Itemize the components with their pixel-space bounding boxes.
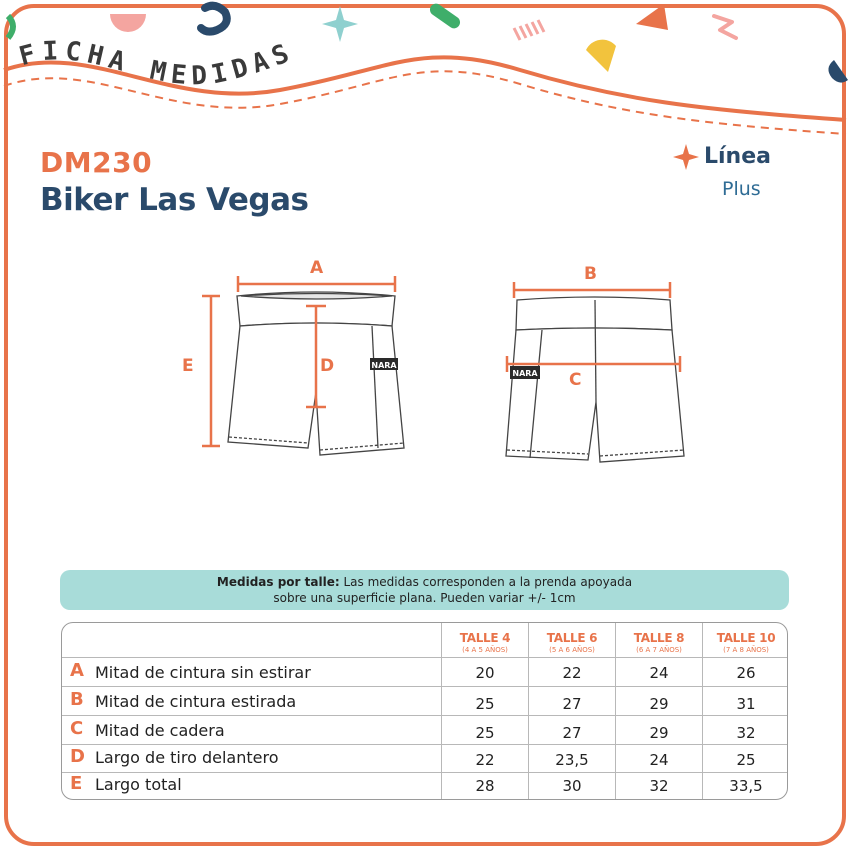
table-cell	[528, 716, 615, 744]
table-row	[62, 773, 787, 800]
table-cell	[702, 687, 788, 715]
size-title: TALLE 10	[716, 631, 776, 645]
table-row	[62, 716, 787, 745]
size-sub: (6 A 7 AÑOS)	[636, 646, 682, 654]
row-letter: A	[70, 660, 84, 681]
cell-value: 25	[475, 724, 495, 742]
size-sub: (7 A 8 AÑOS)	[723, 646, 769, 654]
table-cell	[615, 773, 702, 800]
cell-value: 22	[562, 664, 582, 682]
confetti-zigzag	[714, 16, 736, 38]
product-name: Biker Las Vegas	[40, 182, 309, 218]
row-label: Largo total	[95, 775, 182, 794]
wave-line-dashed	[4, 71, 846, 134]
confetti-semicircle	[110, 14, 146, 32]
garment-drawings	[0, 250, 850, 480]
dim-label-c: C	[569, 370, 582, 390]
table-cell	[615, 687, 702, 715]
cell-value: 26	[736, 664, 756, 682]
back-view	[506, 297, 684, 462]
table-cell	[441, 687, 528, 715]
table-header-cell	[528, 623, 615, 657]
table-cell	[528, 687, 615, 715]
size-title: TALLE 6	[546, 631, 598, 645]
row-label: Mitad de cadera	[95, 721, 225, 740]
wave-line-solid	[4, 57, 846, 120]
dim-line-b	[514, 282, 670, 298]
row-letter: D	[70, 746, 85, 767]
size-table	[61, 622, 788, 800]
cell-value: 32	[736, 724, 756, 742]
dim-line-e	[202, 296, 220, 446]
cell-value: 29	[649, 695, 669, 713]
table-cell	[615, 658, 702, 686]
table-header-cell	[615, 623, 702, 657]
confetti-swirl	[201, 6, 227, 32]
front-tag-label: NARA	[371, 361, 397, 370]
cell-value: 29	[649, 724, 669, 742]
dim-label-a: A	[310, 258, 324, 278]
cell-value: 25	[736, 751, 756, 769]
table-row	[62, 658, 787, 687]
table-cell	[528, 745, 615, 772]
size-title: TALLE 4	[459, 631, 511, 645]
row-label-cell	[62, 773, 441, 800]
table-row	[62, 745, 787, 773]
product-line	[672, 142, 792, 212]
cell-value: 30	[562, 777, 582, 795]
confetti-half-circle-yellow	[586, 40, 616, 72]
size-sub: (5 A 6 AÑOS)	[549, 646, 595, 654]
line-label: Línea	[704, 144, 771, 169]
note-text-1: Las medidas corresponden a la prenda apoyada	[343, 575, 633, 589]
table-header-row	[62, 623, 787, 658]
back-tag-label: NARA	[512, 369, 538, 378]
table-header-cell	[441, 623, 528, 657]
cell-value: 20	[475, 664, 495, 682]
table-cell	[528, 773, 615, 800]
row-label-cell	[62, 745, 441, 772]
back-waistband	[516, 297, 672, 330]
cell-value: 27	[562, 724, 582, 742]
cell-value: 23,5	[555, 751, 589, 769]
table-cell	[615, 716, 702, 744]
measurement-note	[60, 570, 789, 610]
row-label: Mitad de cintura estirada	[95, 692, 297, 711]
cell-value: 27	[562, 695, 582, 713]
confetti-dashes	[514, 20, 544, 40]
cell-value: 33,5	[729, 777, 763, 795]
product-code: DM230	[40, 146, 153, 179]
confetti-sparkle	[322, 6, 358, 42]
size-title: TALLE 8	[633, 631, 685, 645]
row-letter: B	[70, 689, 84, 710]
confetti-pill	[428, 1, 463, 30]
table-cell	[441, 658, 528, 686]
row-letter: E	[70, 773, 83, 794]
page-title: FICHA MEDIDAS	[16, 35, 299, 92]
table-cell	[441, 745, 528, 772]
size-sub: (4 A 5 AÑOS)	[462, 646, 508, 654]
row-label: Mitad de cintura sin estirar	[95, 663, 311, 682]
confetti-triangle	[636, 4, 668, 30]
cell-value: 31	[736, 695, 756, 713]
confetti-corner-green	[8, 16, 13, 38]
row-label-cell	[62, 716, 441, 744]
note-bold: Medidas por talle:	[216, 575, 340, 589]
table-cell	[702, 716, 788, 744]
table-cell	[441, 716, 528, 744]
cell-value: 28	[475, 777, 495, 795]
star-icon	[672, 142, 700, 172]
table-row	[62, 687, 787, 716]
cell-value: 25	[475, 695, 495, 713]
confetti-blob	[828, 60, 848, 83]
table-cell	[702, 745, 788, 772]
cell-value: 24	[649, 751, 669, 769]
dim-line-a	[238, 276, 395, 292]
note-text-2: sobre una superficie plana. Pueden variar +/- 1cm	[273, 591, 576, 605]
line-sub: Plus	[722, 178, 761, 200]
dim-label-e: E	[182, 356, 194, 376]
row-letter: C	[70, 718, 84, 739]
table-cell	[615, 745, 702, 772]
row-label-cell	[62, 658, 441, 686]
dim-label-d: D	[320, 356, 335, 376]
row-label: Largo de tiro delantero	[95, 748, 279, 767]
table-header-empty	[62, 623, 441, 657]
cell-value: 24	[649, 664, 669, 682]
cell-value: 22	[475, 751, 495, 769]
row-label-cell	[62, 687, 441, 715]
table-header-cell	[702, 623, 788, 657]
header-decoration	[0, 0, 850, 140]
table-cell	[528, 658, 615, 686]
note-line-1	[60, 574, 789, 590]
table-cell	[702, 658, 788, 686]
cell-value: 32	[649, 777, 669, 795]
dim-label-b: B	[584, 264, 597, 284]
table-cell	[702, 773, 788, 800]
table-cell	[441, 773, 528, 800]
